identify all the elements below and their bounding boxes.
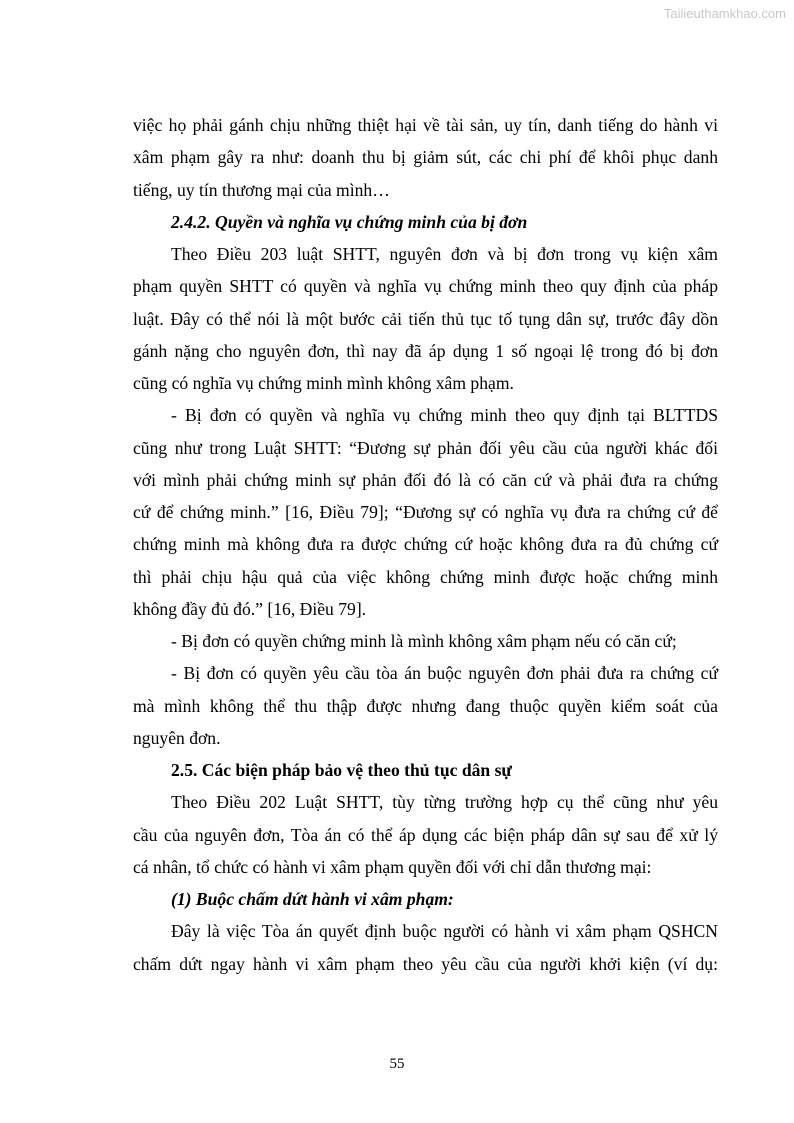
text-line: cũng như trong Luật SHTT: “Đương sự phản đối yêu cầu của người khác đối xyxy=(133,437,718,458)
text-line: luật. Đây có thể nói là một bước cải tiến thủ tục tố tụng dân sự, trước đây dồn xyxy=(133,308,718,329)
watermark: Tailieuthamkhao.com xyxy=(663,6,786,21)
text-line: cũng có nghĩa vụ chứng minh mình không xâm phạm. xyxy=(133,373,514,393)
text-line: cá nhân, tổ chức có hành vi xâm phạm quyền đối với chỉ dẫn thương mại: xyxy=(133,856,652,877)
text-line: việc họ phải gánh chịu những thiệt hại về tài sản, uy tín, danh tiếng do hành vi xyxy=(133,115,718,135)
text-line: chấm dứt ngay hành vi xâm phạm theo yêu cầu của người khởi kiện (ví dụ: xyxy=(133,953,718,974)
text-line: tiếng, uy tín thương mại của mình… xyxy=(133,179,390,200)
text-line: thì phải chịu hậu quả của việc không chứng minh được hoặc chứng minh xyxy=(133,566,718,587)
text-line: nguyên đơn. xyxy=(133,727,221,748)
text-line: Đây là việc Tòa án quyết định buộc người có hành vi xâm phạm QSHCN xyxy=(171,921,718,942)
text-line: - Bị đơn có quyền và nghĩa vụ chứng minh theo quy định tại BLTTDS xyxy=(171,405,718,426)
text-line: không đầy đủ đó.” [16, Điều 79]. xyxy=(133,598,367,619)
section-heading: 2.4.2. Quyền và nghĩa vụ chứng minh của bị đơn xyxy=(171,211,528,232)
text-line: cứ để chứng minh.” [16, Điều 79]; “Đương sự có nghĩa vụ đưa ra chứng cứ để xyxy=(133,502,718,522)
text-line: phạm quyền SHTT có quyền và nghĩa vụ chứng minh theo quy định của pháp xyxy=(133,276,718,297)
section-heading: 2.5. Các biện pháp bảo vệ theo thủ tục dân sự xyxy=(171,760,512,780)
text-line: - Bị đơn có quyền yêu cầu tòa án buộc nguyên đơn phải đưa ra chứng cứ xyxy=(171,663,718,684)
text-line: - Bị đơn có quyền chứng minh là mình không xâm phạm nếu có căn cứ; xyxy=(171,631,677,651)
text-line: chứng minh mà không đưa ra được chứng cứ hoặc không đưa ra đủ chứng cứ xyxy=(133,534,718,555)
section-heading: (1) Buộc chấm dứt hành vi xâm phạm: xyxy=(171,889,454,909)
text-line: xâm phạm gây ra như: doanh thu bị giảm sút, các chi phí để khôi phục danh xyxy=(133,147,718,168)
text-line: cầu của nguyên đơn, Tòa án có thể áp dụng các biện pháp dân sự sau để xử lý xyxy=(133,824,718,845)
page-number: 55 xyxy=(389,1056,405,1072)
text-line: mà mình không thể thu thập được nhưng đang thuộc quyền kiểm soát của xyxy=(133,695,718,716)
text-line: Theo Điều 202 Luật SHTT, tùy từng trường hợp cụ thể cũng như yêu xyxy=(171,792,718,813)
text-line: Theo Điều 203 luật SHTT, nguyên đơn và bị đơn trong vụ kiện xâm xyxy=(171,244,718,264)
text-line: với mình phải chứng minh sự phản đối đó là có căn cứ và phải đưa ra chứng xyxy=(133,469,718,490)
text-line: gánh nặng cho nguyên đơn, thì nay đã áp dụng 1 số ngoại lệ trong đó bị đơn xyxy=(133,340,718,361)
